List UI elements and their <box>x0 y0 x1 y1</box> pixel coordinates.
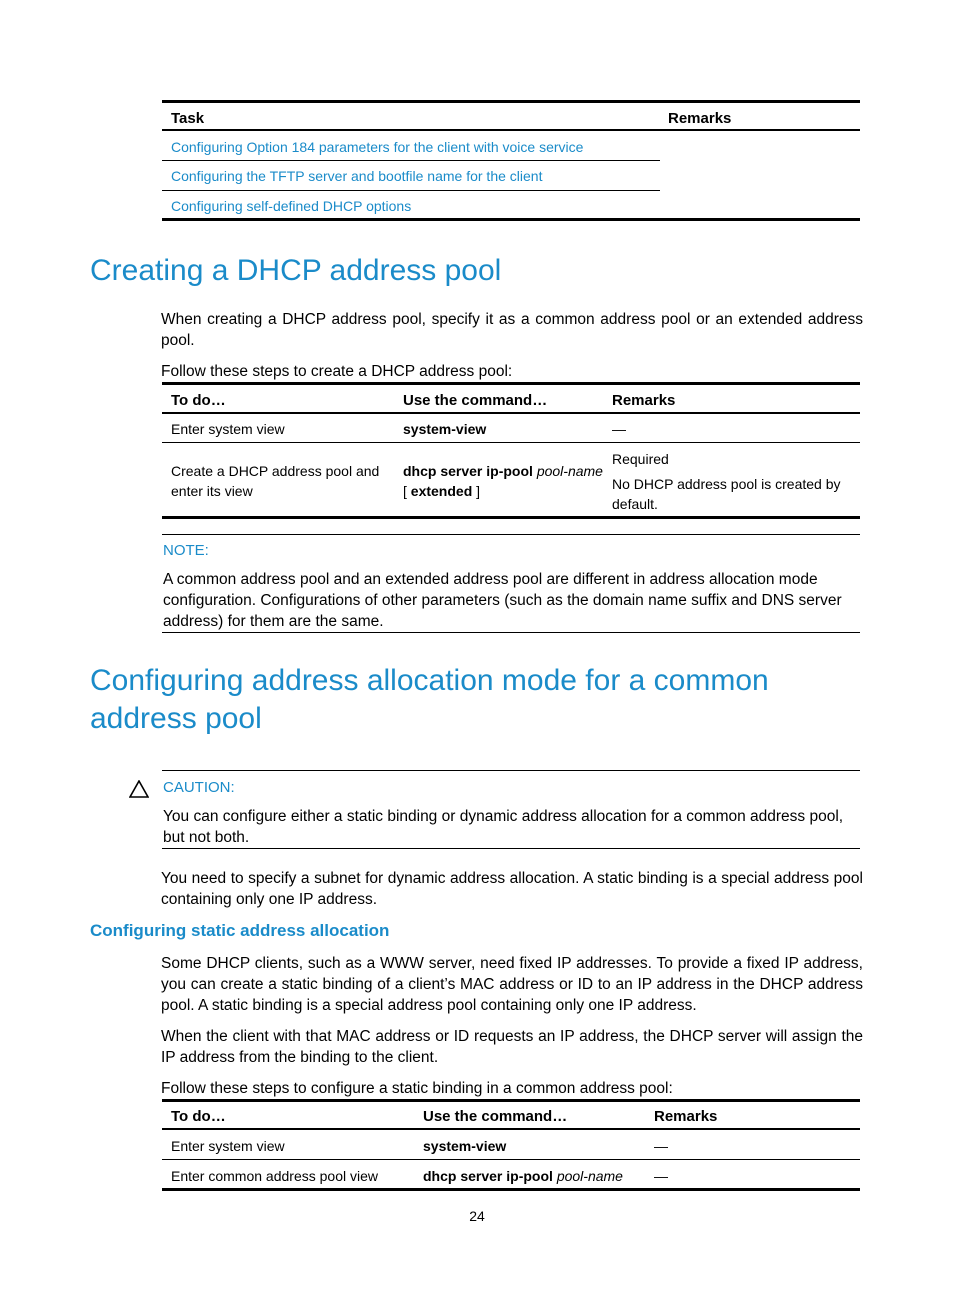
subsection-steps-intro: Follow these steps to configure a static binding in a common address pool: <box>161 1080 673 1097</box>
row-command <box>403 461 603 501</box>
table-row-rule <box>162 442 860 443</box>
caution-top-rule <box>162 770 860 771</box>
caution-box <box>162 770 860 850</box>
create-pool-command-table <box>162 382 860 520</box>
command-argument: pool-name <box>556 1168 623 1184</box>
static-binding-command-table <box>162 1099 860 1193</box>
row-command: system-view <box>423 1138 507 1154</box>
table-top-rule <box>162 100 860 103</box>
table-bottom-rule <box>162 516 860 519</box>
task-link-tftp[interactable]: Configuring the TFTP server and bootfile name for the client <box>171 168 543 184</box>
section1-steps-intro: Follow these steps to create a DHCP address pool: <box>161 363 513 380</box>
note-bottom-rule <box>162 632 860 633</box>
subsection-para2: When the client with that MAC address or ID requests an IP address, the DHCP server will assign the IP address from the binding to the client. <box>161 1028 863 1066</box>
command-argument: pool-name <box>536 463 603 479</box>
header-remarks: Remarks <box>654 1108 718 1125</box>
header-task: Task <box>171 110 205 127</box>
row-todo: Enter common address pool view <box>171 1168 378 1184</box>
table-header-rule <box>162 1128 860 1130</box>
header-command: Use the command… <box>403 392 548 409</box>
caution-text: You can configure either a static binding or dynamic address allocation for a common address pool, but not both. <box>163 808 844 846</box>
note-text: A common address pool and an extended address pool are different in address allocation mode configuration. Configurations of other parameters (such as the domain name suffix and DNS server address) for them are the same. <box>163 571 842 630</box>
caution-bottom-rule <box>162 848 860 849</box>
subsection-title-static-allocation: Configuring static address allocation <box>90 921 390 940</box>
header-command: Use the command… <box>423 1108 568 1125</box>
row-remarks: — <box>654 1138 668 1154</box>
row-todo: Enter system view <box>171 421 285 437</box>
table-top-rule <box>162 382 860 385</box>
table-bottom-rule <box>162 1188 860 1191</box>
table-row-rule <box>162 160 660 161</box>
note-label: NOTE: <box>163 542 209 559</box>
task-link-option184[interactable]: Configuring Option 184 parameters for the client with voice service <box>171 139 584 155</box>
row-remarks: — <box>612 421 626 437</box>
optional-bracket-close: ] <box>476 483 481 499</box>
row-todo: Enter system view <box>171 1138 285 1154</box>
header-todo: To do… <box>171 1108 226 1125</box>
note-top-rule <box>162 534 860 535</box>
caution-triangle-icon <box>129 780 149 798</box>
table-top-rule <box>162 1099 860 1102</box>
row-command <box>423 1166 623 1186</box>
command-keyword: dhcp server ip-pool <box>423 1168 553 1184</box>
row-todo: Create a DHCP address pool and enter its view <box>171 463 380 499</box>
table-row-rule <box>162 1159 860 1160</box>
command-keyword: dhcp server ip-pool <box>403 463 533 479</box>
section2-paragraph: You need to specify a subnet for dynamic address allocation. A static binding is a special address pool containing only one IP address. <box>161 870 863 908</box>
section-title-allocation-mode: Configuring address allocation mode for a common address pool <box>90 664 769 735</box>
header-remarks: Remarks <box>668 110 732 127</box>
caution-label: CAUTION: <box>163 779 235 796</box>
section1-intro: When creating a DHCP address pool, specify it as a common address pool or an extended address pool. <box>161 311 863 349</box>
table-row-rule <box>162 190 660 191</box>
header-remarks: Remarks <box>612 392 676 409</box>
row-remarks-default: No DHCP address pool is created by default. <box>612 476 841 512</box>
row-command: system-view <box>403 421 487 437</box>
task-link-self-defined[interactable]: Configuring self-defined DHCP options <box>171 198 412 214</box>
page-number: 24 <box>469 1208 485 1224</box>
subsection-para1: Some DHCP clients, such as a WWW server, need fixed IP addresses. To provide a fixed IP address, you can create a static binding of a client’s MAC address or ID to an IP address in the DHCP address pool. A static binding is a special address pool containing only one IP address. <box>161 955 863 1014</box>
note-box <box>162 534 860 634</box>
table-header-rule <box>162 129 860 131</box>
table-header-rule <box>162 412 860 414</box>
command-option: extended <box>410 483 473 499</box>
optional-bracket-open: [ <box>403 483 407 499</box>
section-title-creating-pool: Creating a DHCP address pool <box>90 254 502 287</box>
row-remarks-required: Required <box>612 451 669 467</box>
table-bottom-rule <box>162 218 860 221</box>
row-remarks: — <box>654 1168 668 1184</box>
header-todo: To do… <box>171 392 226 409</box>
